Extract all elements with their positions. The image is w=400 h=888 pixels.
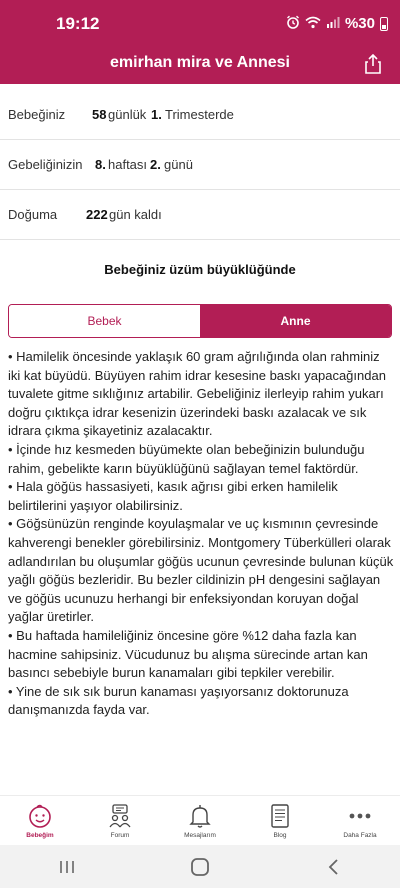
baby-size-title: Bebeğiniz üzüm büyüklüğünde	[104, 262, 296, 277]
bottom-nav	[0, 795, 400, 845]
pregnancy-week-row	[0, 140, 400, 190]
battery-icon	[380, 17, 388, 31]
trimester-number: 1.	[151, 107, 162, 122]
app-bar	[0, 46, 400, 84]
recent-apps-icon	[58, 859, 76, 875]
share-button[interactable]	[360, 50, 386, 78]
pregnancy-day: 2.	[150, 157, 161, 172]
bell-icon	[187, 803, 213, 829]
pregnancy-day-unit: günü	[164, 157, 193, 172]
trimester-text: Trimesterde	[165, 107, 234, 122]
tab-bebek[interactable]: Bebek	[9, 305, 200, 337]
app-title: emirhan mira ve Annesi	[110, 54, 290, 71]
article-paragraph: • Hamilelik öncesinde yaklaşık 60 gram ağrılığında olan rahminiz iki kat büyüdü. Büyüyen rahim idrar kesesine baskı yapacağından tuvalete gitme sıklığınız artabilir. Gebeliğiniz ilerleyip rahim yukarı doğru çıktıkça idrar kesenizin üzerindeki baskı azalacak ve sık idrara çıkma şikayetiniz azalacaktır.	[8, 349, 386, 439]
baby-age-row	[0, 90, 400, 140]
more-dots-icon	[347, 803, 373, 829]
nav-daha-fazla[interactable]	[320, 796, 400, 845]
signal-icon	[326, 16, 340, 31]
article-paragraph: • Hala göğüs hassasiyeti, kasık ağrısı gibi erken hamilelik belirtilerini yaşıyor olabilirsiniz.	[8, 479, 338, 513]
status-icons	[286, 15, 388, 32]
mother-info-article	[8, 348, 394, 720]
tab-anne[interactable]: Anne	[200, 305, 391, 337]
wifi-icon	[305, 16, 321, 32]
back-button[interactable]	[313, 852, 353, 882]
nav-label: Forum	[110, 832, 130, 839]
pregnancy-label: Gebeliğinizin	[8, 157, 83, 172]
system-nav-bar	[0, 845, 400, 888]
article-paragraph: • Bu haftada hamileliğiniz öncesine göre %12 daha fazla kan hacmine sahipsiniz. Vücudunuz bu alışma sürecinde artan kan basıncı sebebiyle burun kanamaları gibi tepkiler verebilir.	[8, 627, 368, 681]
recent-apps-button[interactable]	[47, 852, 87, 882]
baby-face-icon	[27, 803, 53, 829]
pregnancy-week-unit: haftası	[108, 157, 148, 172]
home-icon	[190, 857, 210, 877]
baby-age-unit: günlük	[108, 107, 147, 122]
nav-blog[interactable]	[240, 796, 320, 845]
birth-days-left-text: gün kaldı	[109, 207, 162, 222]
nav-forum[interactable]	[80, 796, 160, 845]
baby-age-label: Bebeğiniz	[8, 107, 66, 122]
birth-label: Doğuma	[8, 207, 58, 222]
article-paragraph: • Göğsünüzün renginde koyulaşmalar ve uç kısmının çevresinde kahverengi benekler görebilirsiniz. Montgomery Tüberkülleri olarak adlandırılan bu oluşumlar göğüs ucunun çevresinde bulunan küçük yağlı göğüs bezleridir. Bu bezler cildinizin pH dengesini sağlayan ve göğüs ucunuzu herhangi bir enfeksiyondan koruyan doğal yağlar üretirler.	[8, 516, 394, 625]
nav-label: Blog	[273, 832, 287, 839]
article-paragraph: • Yine de sık sık burun kanaması yaşıyorsanız doktorunuza danışmanızda fayda var.	[8, 683, 349, 718]
nav-bebegim[interactable]	[0, 796, 80, 845]
alarm-icon	[286, 15, 300, 32]
forum-people-icon	[107, 803, 133, 829]
status-time: 19:12	[56, 14, 100, 33]
nav-mesajlarim[interactable]	[160, 796, 240, 845]
share-icon	[364, 54, 382, 74]
baby-age-days: 58	[92, 107, 107, 122]
pregnancy-week: 8.	[95, 157, 106, 172]
nav-label: Bebeğim	[26, 832, 54, 839]
document-icon	[267, 803, 293, 829]
home-button[interactable]	[180, 852, 220, 882]
baby-mother-tabs	[8, 304, 392, 338]
article-paragraph: • İçinde hız kesmeden büyümekte olan bebeğinizin bulunduğu rahim, gebelikte karın büyüklüğünü sağlayan temel faktördür.	[8, 441, 365, 476]
nav-label: Daha Fazla	[343, 832, 377, 839]
status-bar	[0, 0, 400, 46]
birth-countdown-row	[0, 190, 400, 240]
back-chevron-icon	[326, 858, 340, 876]
battery-level: %30	[344, 15, 375, 32]
nav-label: Mesajlarım	[184, 832, 216, 839]
birth-days-left: 222	[86, 207, 108, 222]
